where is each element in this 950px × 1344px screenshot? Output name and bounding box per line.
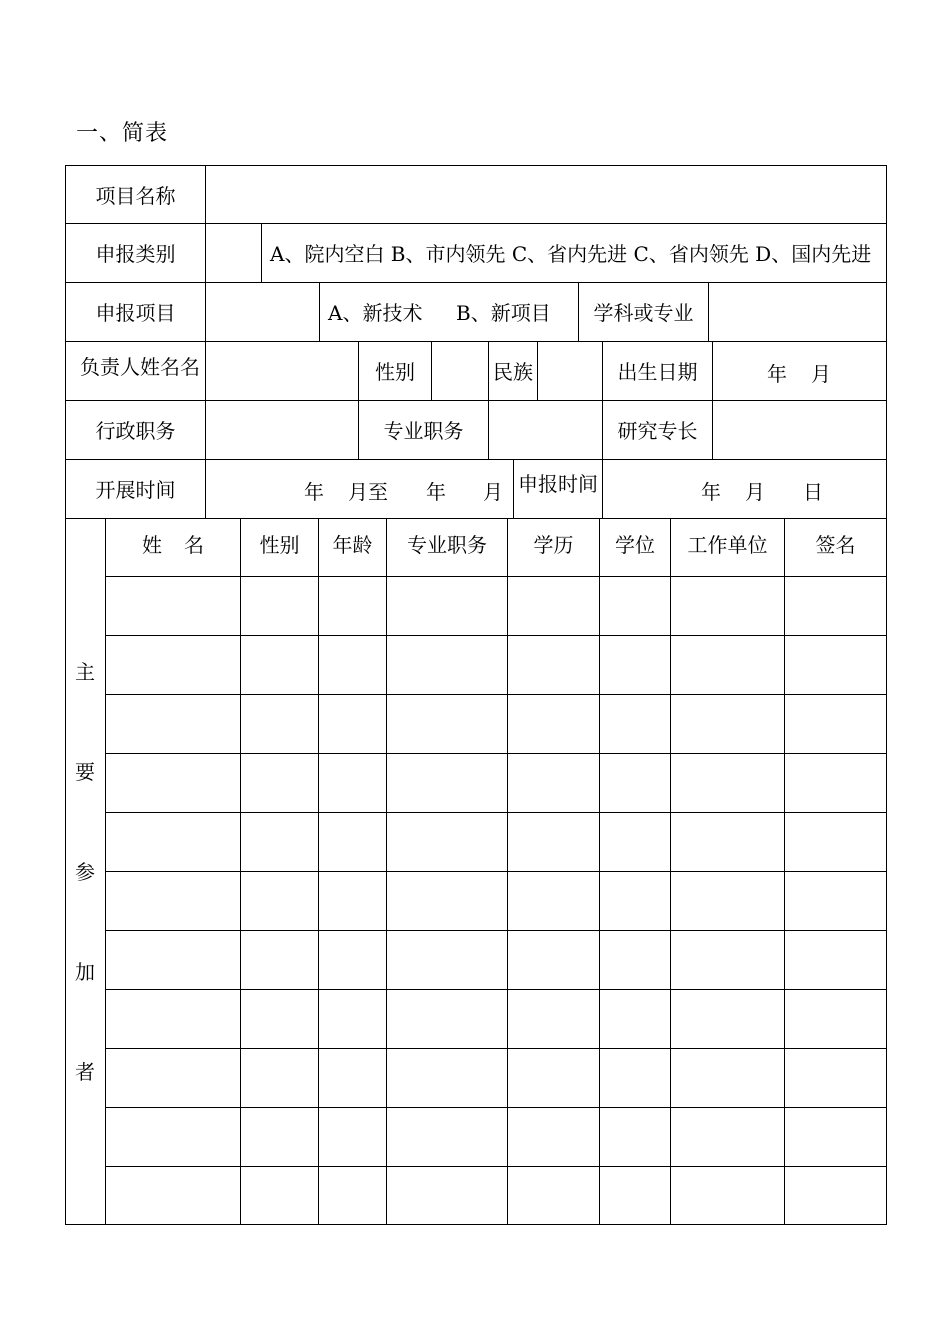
apply-year-unit: 年 [701,480,721,504]
period-field[interactable] [206,459,513,518]
header-education: 学历 [533,532,574,557]
prof-post-label: 专业职务 [383,419,464,443]
row-divider [105,753,886,754]
admin-post-label: 行政职务 [95,419,176,443]
row-divider [105,1166,886,1167]
col-divider [319,282,320,341]
item-choice-field[interactable] [206,283,319,341]
birth-year-unit: 年 [767,362,787,386]
project-name-field[interactable] [206,166,886,223]
row-divider [105,871,886,872]
research-label: 研究专长 [617,419,698,443]
period-start-year-unit: 年 [304,480,324,504]
apply-time-field[interactable] [603,459,886,518]
header-name-b: 名 [184,532,204,557]
period-end-year-unit: 年 [426,480,446,504]
birth-date-label: 出生日期 [617,360,698,384]
research-field[interactable] [713,401,886,459]
header-prof-post: 专业职务 [407,532,487,557]
header-age: 年龄 [332,532,373,557]
prof-post-field[interactable] [489,401,602,459]
item-label: 申报项目 [95,301,176,325]
row-divider [105,1107,886,1108]
row-divider [105,930,886,931]
row-divider [105,1048,886,1049]
birth-month-unit: 月 [811,362,831,386]
period-start-month-unit: 月至 [348,480,388,504]
discipline-field[interactable] [709,283,886,341]
participants-side-label-4: 加 [75,960,95,984]
admin-post-field[interactable] [206,401,358,459]
category-choice-field[interactable] [206,224,261,282]
ethnicity-field[interactable] [538,342,602,400]
participants-side-label-3: 参 [75,860,95,884]
birth-date-field[interactable] [713,341,886,400]
summary-form-table [65,165,887,1225]
category-label: 申报类别 [95,242,176,266]
leader-name-label: 负责人姓名名 [80,355,200,379]
category-options: A、院内空白 B、市内领先 C、省内先进 C、省内领先 D、国内先进 [270,242,872,266]
row-divider [105,694,886,695]
header-name [106,518,240,568]
header-degree: 学位 [615,532,655,557]
row-divider [105,635,886,636]
participants-side-label-5: 者 [75,1060,95,1084]
item-option-new-tech: A、新技术 [328,301,423,325]
leader-name-field[interactable] [206,342,358,400]
section-title: 一、简表 [76,121,169,146]
header-name-a: 姓 [142,532,162,557]
project-name-label: 项目名称 [95,184,176,208]
discipline-label: 学科或专业 [593,301,694,325]
period-end-month-unit: 月 [483,480,503,504]
participants-side-label-2: 要 [75,760,95,784]
gender-label: 性别 [375,360,415,384]
row-divider [105,812,886,813]
gender-field[interactable] [432,342,488,400]
apply-day-unit: 日 [803,480,823,504]
header-work-unit: 工作单位 [687,532,768,557]
period-label: 开展时间 [95,478,176,502]
header-signature: 签名 [815,532,856,557]
apply-time-label: 申报时间 [518,472,598,496]
item-option-new-project: B、新项目 [456,301,551,325]
row-divider [105,576,886,577]
apply-month-unit: 月 [745,480,765,504]
header-gender: 性别 [259,532,300,557]
ethnicity-label: 民族 [493,360,533,384]
col-divider [261,223,262,282]
col-divider [513,459,514,518]
participants-side-label-1: 主 [75,660,95,684]
row-divider [105,989,886,990]
